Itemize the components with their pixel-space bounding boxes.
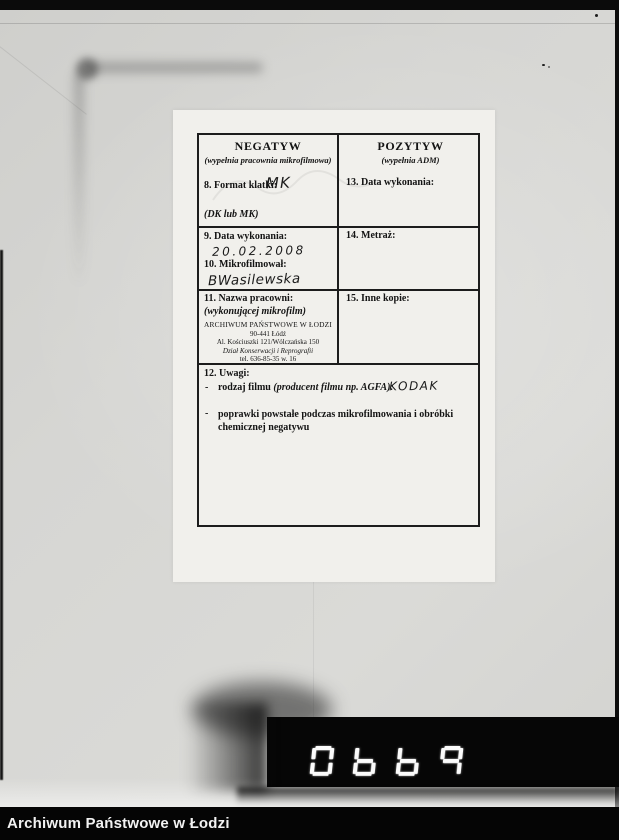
negatyw-title: NEGATYW [234, 139, 302, 153]
remark-film-type [218, 382, 394, 393]
film-scratch-line [0, 23, 619, 24]
field-8-label: 8. Format klatki: [204, 180, 278, 191]
form-table [197, 133, 480, 527]
dust-speck [595, 14, 598, 17]
address-line: Dział Konserwacji i Reprografii [222, 346, 314, 355]
table-row-divider [199, 226, 478, 228]
form-sheet [173, 110, 495, 582]
field-9-handwritten-value: 20.02.2008 [211, 243, 306, 259]
seven-segment-digit [438, 746, 463, 776]
smudge-mark [85, 62, 263, 73]
table-row-divider [199, 289, 478, 291]
column-header-pozytyw [339, 139, 482, 165]
film-edge-right [615, 10, 619, 807]
archive-caption-text: Archiwum Państwowe w Łodzi [7, 815, 230, 832]
address-line: Al. Kościuszki 121/Wólczańska 150 [216, 338, 320, 347]
field-13-label: 13. Data wykonania: [346, 177, 435, 188]
remark-film-type-italic: (producent filmu np. AGFA): [273, 382, 394, 393]
pozytyw-subtitle: (wypełnia ADM) [381, 155, 440, 165]
field-9-label: 9. Data wykonania: [204, 231, 288, 242]
field-15-label: 15. Inne kopie: [346, 293, 410, 304]
seven-segment-digit [352, 746, 377, 776]
pozytyw-title: POZYTYW [377, 139, 444, 153]
bullet-dash: - [205, 382, 209, 393]
bullet-dash: - [205, 408, 209, 419]
negatyw-subtitle: (wypełnia pracownia mikrofilmowa) [204, 155, 332, 165]
workshop-address-block [203, 321, 333, 364]
dust-speck [542, 64, 545, 66]
remark-film-type-bold: rodzaj filmu [218, 382, 271, 393]
photo-area [0, 10, 619, 807]
column-header-negatyw [199, 139, 337, 165]
address-line: tel. 636-85-35 w. 16 [239, 355, 297, 364]
field-10-handwritten-signature: BWasilewska [207, 270, 301, 290]
film-edge-left [0, 250, 3, 780]
film-edge-top [0, 0, 619, 10]
field-8-handwritten-value: MK [265, 173, 292, 193]
film-counter-device [267, 717, 619, 787]
field-8-hint: (DK lub MK) [204, 209, 259, 220]
counter-digits [309, 746, 463, 776]
seven-segment-digit [309, 746, 334, 776]
field-12-label: 12. Uwagi: [204, 368, 250, 379]
address-line: 90-441 Łódź [250, 329, 286, 338]
table-column-divider [337, 135, 339, 363]
remark-corrections: poprawki powstałe podczas mikrofilmowania i obróbki chemicznej negatywu [218, 409, 454, 433]
field-11-sublabel: (wykonującej mikrofilm) [204, 306, 306, 317]
dust-speck [548, 66, 550, 68]
caption-bar [0, 807, 619, 840]
field-11-label: 11. Nazwa pracowni: [204, 293, 294, 304]
remark-film-type-handwritten-value: KODAK [388, 378, 439, 394]
address-line: ARCHIWUM PAŃSTWOWE W ŁODZI [203, 320, 333, 329]
seven-segment-digit [395, 746, 420, 776]
smudge-mark [74, 72, 84, 287]
field-14-label: 14. Metraż: [346, 230, 396, 241]
field-10-label: 10. Mikrofilmował: [204, 259, 287, 270]
